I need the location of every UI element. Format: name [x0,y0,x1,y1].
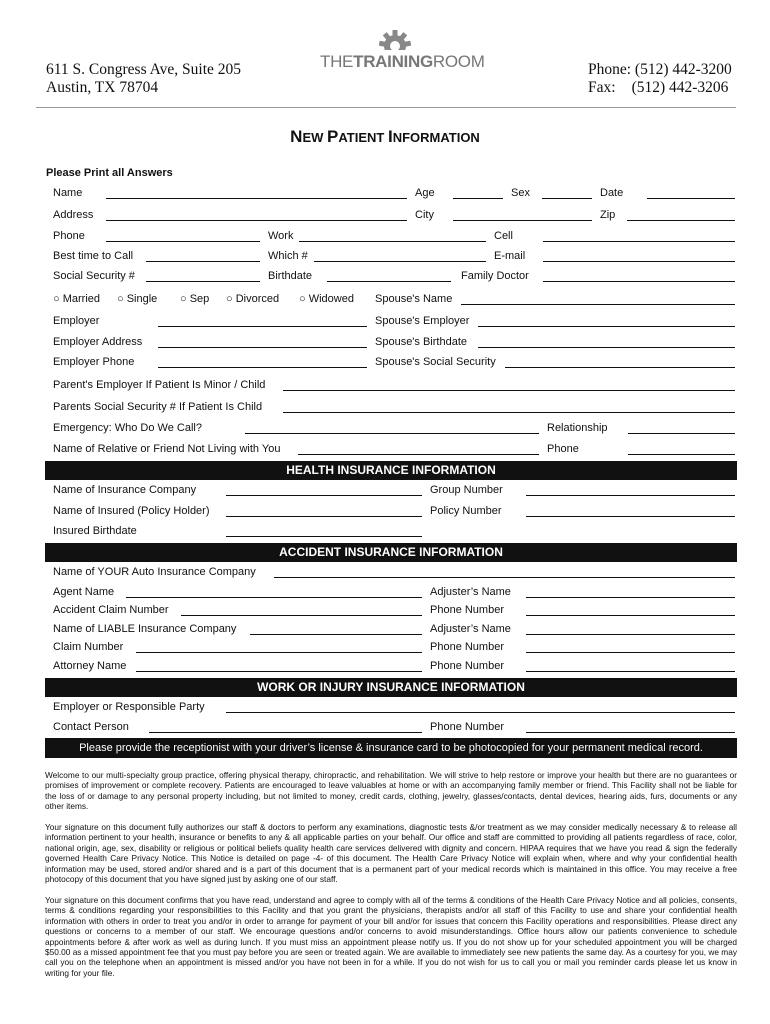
employer-address-label: Employer Address [53,336,143,348]
radio-divorced[interactable]: ○ Divorced [226,293,280,305]
best-time-field[interactable] [146,261,260,262]
attorney-label: Attorney Name [53,660,127,672]
health-insurance-heading: HEALTH INSURANCE INFORMATION [45,461,737,480]
logo-text-room: ROOM [432,52,485,71]
sex-label: Sex [511,187,530,199]
work-field[interactable] [299,241,486,242]
radio-circle-icon: ○ [226,293,233,305]
policy-number-label: Policy Number [430,505,502,517]
spouse-name-label: Spouse's Name [375,293,453,305]
birthdate-label: Birthdate [268,270,313,282]
contact-person-field[interactable] [149,732,422,733]
work-insurance-heading: WORK OR INJURY INSURANCE INFORMATION [45,678,737,697]
agent-label: Agent Name [53,586,115,598]
phone2-label: Phone Number [430,641,504,653]
emergency-field[interactable] [245,433,539,434]
insurance-company-label: Name of Insurance Company [53,484,197,496]
relative-phone-field[interactable] [628,454,735,455]
employer-phone-label: Employer Phone [53,356,135,368]
group-number-label: Group Number [430,484,503,496]
liable-company-field[interactable] [250,634,422,635]
ssn-field[interactable] [146,281,260,282]
city-label: City [415,209,434,221]
phone-field[interactable] [106,241,260,242]
radio-sep[interactable]: ○ Sep [180,293,210,305]
employer-phone-field[interactable] [158,367,367,368]
email-label: E-mail [494,250,526,262]
adjuster1-label: Adjuster’s Name [430,586,511,598]
city-field[interactable] [453,220,592,221]
which-label: Which # [268,250,308,262]
employer-label: Employer [53,315,100,327]
contact-person-label: Contact Person [53,721,129,733]
clinic-address-line1: 611 S. Congress Ave, Suite 205 [46,61,242,78]
insured-field[interactable] [226,516,422,517]
address-label: Address [53,209,94,221]
agent-field[interactable] [126,597,422,598]
radio-circle-icon: ○ [180,293,187,305]
employer-field[interactable] [158,326,367,327]
relationship-field[interactable] [628,433,735,434]
header-divider [36,107,736,108]
phone2-field[interactable] [526,652,735,653]
accident-insurance-heading: ACCIDENT INSURANCE INFORMATION [45,543,737,562]
claim-number-label: Accident Claim Number [53,604,169,616]
zip-field[interactable] [627,220,735,221]
emergency-label: Emergency: Who Do We Call? [53,422,202,434]
phone-label: Phone [53,230,85,242]
sex-field[interactable] [542,198,592,199]
age-label: Age [415,187,435,199]
parent-ssn-label: Parents Social Security # If Patient Is Child [53,401,263,413]
address-field[interactable] [106,220,407,221]
attorney-field[interactable] [136,671,422,672]
name-field[interactable] [106,198,407,199]
logo-text-training: TRAINING [353,52,433,71]
radio-married[interactable]: ○ Married [53,293,101,305]
birthdate-field[interactable] [327,281,451,282]
spouse-ssn-field[interactable] [505,367,735,368]
responsible-party-field[interactable] [226,712,735,713]
cell-field[interactable] [543,241,735,242]
insurance-company-field[interactable] [226,495,422,496]
clinic-fax [588,78,728,97]
parent-employer-field[interactable] [283,390,735,391]
group-number-field[interactable] [526,495,735,496]
fax-number: (512) 442-3206 [631,79,729,96]
relationship-label: Relationship [547,422,608,434]
responsible-party-label: Employer or Responsible Party [53,701,205,713]
adjuster2-field[interactable] [526,634,735,635]
spouse-name-field[interactable] [461,304,735,305]
spouse-birthdate-label: Spouse's Birthdate [375,336,467,348]
adjuster1-field[interactable] [526,597,735,598]
relative-field[interactable] [298,454,539,455]
page-title: NEW PATIENT INFORMATION [290,127,480,146]
work-label: Work [268,230,294,242]
clinic-phone: Phone: (512) 442-3200 [588,61,732,78]
date-field[interactable] [647,198,735,199]
date-label: Date [600,187,624,199]
radio-widowed[interactable]: ○ Widowed [299,293,354,305]
parent-employer-label: Parent's Employer If Patient Is Minor / Child [53,379,266,391]
instructions: Please Print all Answers [46,167,173,179]
receptionist-notice: Please provide the receptionist with your driver’s license & insurance card to be photocopied for your permanent medical record. [45,738,737,758]
phone1-field[interactable] [526,615,735,616]
clinic-address-line2: Austin, TX 78704 [46,79,159,96]
parent-ssn-field[interactable] [283,412,735,413]
confirmation-paragraph: Your signature on this document confirms that you have read, understand and agree to comply with all of the terms & conditions of the Health Care Privacy Notice and all policies, consents, terms & conditions regarding your responsibilities to this Facility and that you grant the physicians, therapists and/or all staff of this Facility to use and share your confidential health information with others in order to treat you and/or in order to arrange for payment of your bill and/or for issues that concern this Facility operations and responsibilities. Please direct any questions or concerns to a member of our staff. We encourage questions and/or concerns to avoid misunderstandings. Office hours allow our patients convenience to schedule appointments before & after work as well as during lunch. If you must miss an appointment please notify us. If you do not show up for your scheduled appointment you will be charged $50.00 as a missed appointment fee that you must pay before you are seen or treated again. We are available to immediately see new patients the same day. As a courtesy for you, we may call you on the telephone when an appointment is missed and/or you have not been in for a while. If you do not wish for us to call you or mail you reminder cards please let us know in writing for your file. [45,895,737,978]
insured-birthdate-label: Insured Birthdate [53,525,137,537]
name-label: Name [53,187,83,199]
phone1-label: Phone Number [430,604,504,616]
age-field[interactable] [453,198,503,199]
spouse-birthdate-field[interactable] [478,347,735,348]
logo-text-the: THE [320,52,354,71]
radio-circle-icon: ○ [299,293,306,305]
zip-label: Zip [600,209,616,221]
liable-company-label: Name of LIABLE Insurance Company [53,623,237,635]
auto-company-field[interactable] [274,577,735,578]
phone3-field[interactable] [526,671,735,672]
authorization-paragraph: Your signature on this document fully authorizes our staff & doctors to perform any examinations, diagnostic tests &/or treatment as we may consider medically necessary & to release all information pertinent to your health, insurance or benefits to any & all applicable parties on your behalf. Our office and staff are committed to providing all patients regardless of race, color, national origin, age, sex, disability or religious or political beliefs quality health care services delivered with dignity and concern. HIPAA requires that we have you read & sign the federally governed Health Care Privacy Notice. This Notice is detailed on page -4- of this document. The Health Care Privacy Notice will explain when, where and why your confidential health information may be used, stored and/or shared and is a part of this document that is a permanent part of your medical records which is maintained in this office. You may receive a free photocopy of this document that you have signed just by asking one of our staff. [45,822,737,885]
employer-address-field[interactable] [158,347,367,348]
cell-label: Cell [494,230,513,242]
insured-birthdate-field[interactable] [226,536,422,537]
ssn-label: Social Security # [53,270,135,282]
work-phone-label: Phone Number [430,721,504,733]
fax-label: Fax: [588,79,616,96]
claim-field[interactable] [136,652,422,653]
spouse-employer-field[interactable] [478,326,735,327]
best-time-label: Best time to Call [53,250,134,262]
spouse-employer-label: Spouse's Employer [375,315,470,327]
clinic-logo [320,28,485,74]
work-phone-field[interactable] [526,732,735,733]
welcome-paragraph: Welcome to our multi-specialty group practice, offering physical therapy, chiropractic, and rehabilitation. We will strive to help restore or improve your health but there are no guarantees or promises of improvement or complete recovery. Patients are encouraged to leave valuables at home or with an accompanying family member or friend. This Facility shall not be liable for the loss of or damage to any personal property including, but not limited to money, credit cards, clothing, jewelry, glasses/contacts, dental devices, hearing aids, furs, documents or any other items. [45,770,737,812]
relative-label: Name of Relative or Friend Not Living with You [53,443,281,455]
insured-label: Name of Insured (Policy Holder) [53,505,210,517]
policy-number-field[interactable] [526,516,735,517]
which-field[interactable] [314,261,486,262]
phone3-label: Phone Number [430,660,504,672]
radio-circle-icon: ○ [117,293,124,305]
family-doctor-field[interactable] [543,281,735,282]
relative-phone-label: Phone [547,443,579,455]
auto-company-label: Name of YOUR Auto Insurance Company [53,566,256,578]
radio-circle-icon: ○ [53,293,60,305]
email-field[interactable] [543,261,735,262]
adjuster2-label: Adjuster’s Name [430,623,511,635]
claim-label: Claim Number [53,641,124,653]
spouse-ssn-label: Spouse's Social Security [375,356,496,368]
radio-single[interactable]: ○ Single [117,293,158,305]
claim-number-field[interactable] [181,615,422,616]
family-doctor-label: Family Doctor [461,270,529,282]
